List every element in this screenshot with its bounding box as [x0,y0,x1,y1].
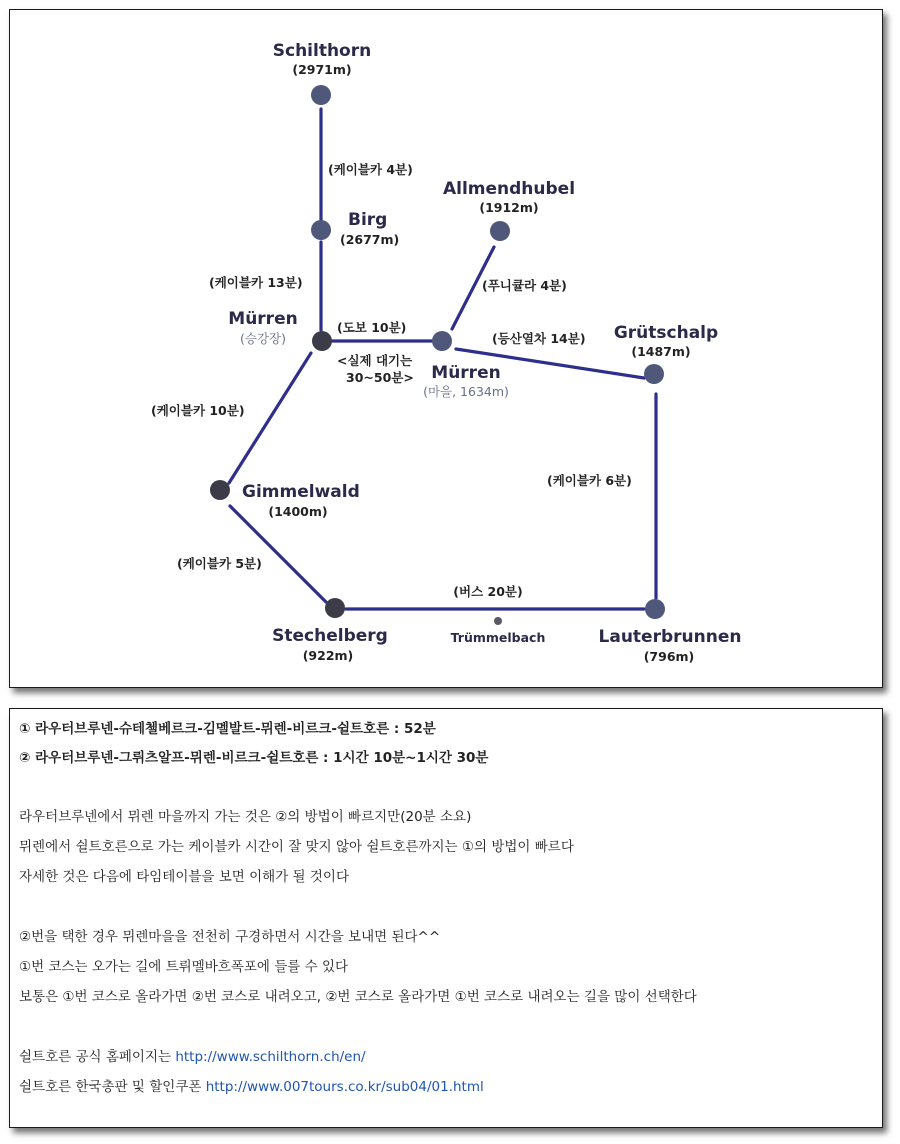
edge-label-birg-murren: (케이블카 13분) [209,275,303,290]
route-2: ② 라우터브루넨-그뤼츠알프-뮈렌-비르크-쉴트호른 : 1시간 10분~1시간 30분 [19,750,489,766]
gimmelwald-name: Gimmelwald [242,482,360,502]
edge-label-murren-gimmelwald: (케이블카 10분) [151,403,245,418]
agent-line [19,1075,484,1095]
route-1: ① 라우터브루넨-슈테첼베르크-김멜발트-뮈렌-비르크-쉴트호른 : 52분 [19,721,436,737]
route-notes-panel [9,708,883,1128]
note-line-6: 보통은 ①번 코스로 올라가면 ②번 코스로 내려오고, ②번 코스로 올라가면 ①번 코스로 내려오는 길을 많이 선택한다 [19,989,697,1005]
node-murren-village [432,331,452,351]
edge-murren-gimmelwald [229,353,311,483]
node-schilthorn [311,85,331,105]
edge-label-bus: (버스 20분) [453,584,523,599]
lauterbrunnen-altitude: (796m) [643,649,695,664]
route-map-panel [9,9,883,688]
edge-label-schilthorn-birg: (케이블카 4분) [328,162,413,177]
grutschalp-name: Grütschalp [613,323,719,343]
trummelbach-name: Trümmelbach [450,630,546,645]
node-trummelbach [494,617,502,625]
birg-altitude: (2677m) [340,232,400,247]
node-birg [311,220,331,240]
edge-label-murren-walk: (도보 10분) [337,320,407,335]
note-line-1: 라우터브루넨에서 뮈렌 마을까지 가는 것은 ②의 방법이 빠르지만(20분 소요) [19,809,472,825]
stechelberg-name: Stechelberg [272,626,388,646]
edge-label-wait-line2: 30~50분> [346,370,414,385]
grutschalp-altitude: (1487m) [631,344,691,359]
node-allmendhubel [490,221,510,241]
edge-label-allmendhubel: (푸니큘라 4분) [482,278,567,293]
homepage-line [19,1045,366,1065]
note-line-2: 뮈렌에서 쉴트호른으로 가는 케이블카 시간이 잘 맞지 않아 쉴트호른까지는 ①의 방법이 빠르다 [19,839,574,855]
note-line-4: ②번을 택한 경우 뮈렌마을을 전천히 구경하면서 시간을 보내면 된다^^ [19,929,441,945]
murren-station-name: Mürren [228,309,298,329]
murren-village-sub: (마을, 1634m) [423,384,509,399]
murren-station-sub: (승강장) [240,331,286,346]
stechelberg-altitude: (922m) [302,648,354,663]
homepage-label: 쉴트호른 공식 홈페이지는 [19,1049,176,1065]
agent-link[interactable]: http://www.007tours.co.kr/sub04/01.html [205,1079,484,1095]
allmendhubel-altitude: (1912m) [479,200,539,215]
schilthorn-name: Schilthorn [272,41,372,61]
lauterbrunnen-name: Lauterbrunnen [598,627,742,647]
allmendhubel-name: Allmendhubel [442,179,576,199]
note-line-5: ①번 코스는 오가는 길에 트뤼멜바흐폭포에 들를 수 있다 [19,959,349,975]
edge-label-gimmelwald-stechelberg: (케이블카 5분) [177,556,262,571]
node-stechelberg [325,598,345,618]
schilthorn-altitude: (2971m) [292,62,352,77]
note-line-3: 자세한 것은 다음에 타임테이블을 보면 이해가 될 것이다 [19,869,349,885]
node-murren-station [312,331,332,351]
agent-label: 쉴트호른 한국총판 및 할인쿠폰 [19,1079,206,1095]
murren-village-name: Mürren [431,363,501,383]
homepage-link[interactable]: http://www.schilthorn.ch/en/ [175,1049,366,1065]
edge-label-grutschalp-lauterbrunnen: (케이블카 6분) [547,473,632,488]
node-gimmelwald [210,480,230,500]
edge-gimmelwald-stechelberg [230,506,326,602]
birg-name: Birg [348,210,388,230]
node-grutschalp [644,364,664,384]
edge-label-grutschalp-train: (등산열차 14분) [492,331,586,346]
route-map [10,10,882,687]
node-lauterbrunnen [645,599,665,619]
edge-label-wait-line1: <실제 대기는 [337,353,413,368]
gimmelwald-altitude: (1400m) [268,504,328,519]
